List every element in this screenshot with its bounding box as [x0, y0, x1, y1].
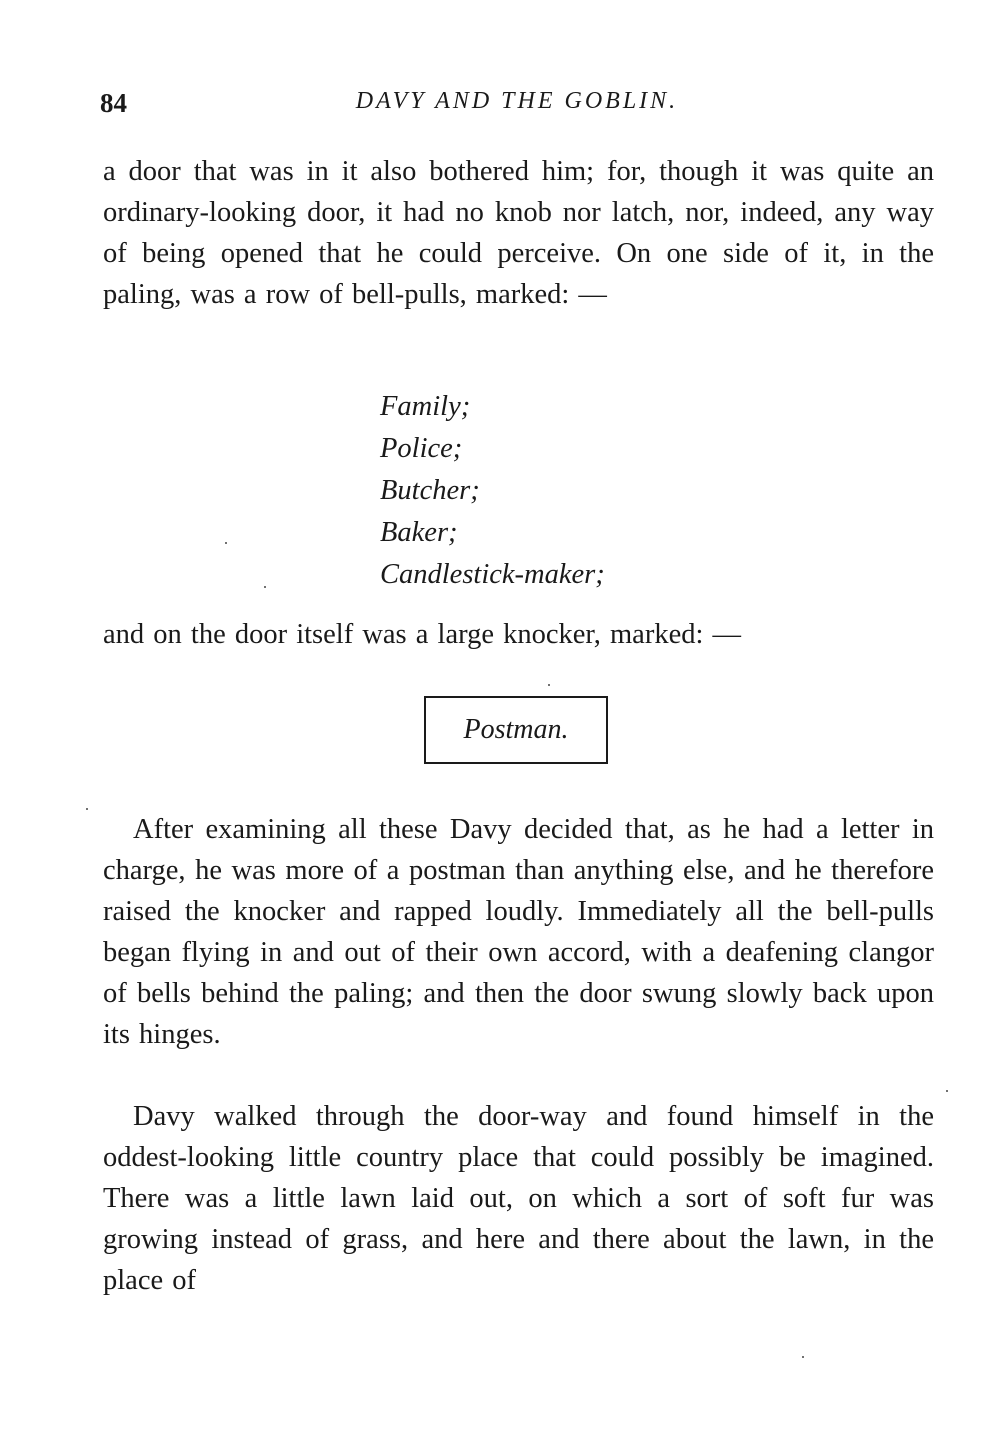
- paragraph-text: After examining all these Davy decided that, as he had a letter in charge, he was more of a postman than anything else, and he therefore raised the knocker and rapped loudly. Immediately all the bell-pulls began flying in and out of their own accord, with a deafening clangor of bells behind the paling; and then the door swung slowly back upon its hinges.: [103, 814, 934, 1050]
- print-speck: [264, 586, 266, 588]
- bell-pull-label-family: Family;: [380, 391, 471, 422]
- print-speck: [548, 684, 550, 686]
- bell-pull-label-baker: Baker;: [380, 517, 458, 548]
- paragraph-country-place: [103, 1096, 934, 1301]
- print-speck: [946, 1090, 948, 1092]
- print-speck: [802, 1356, 804, 1358]
- paragraph-knocking: [103, 809, 934, 1055]
- paragraph-text: a door that was in it also bothered him; for, though it was quite an ordinary-looking door, it had no knob nor latch, nor, indeed, any way of being opened that he could perceive. On one side of it, in the paling, was a row of bell-pulls, marked: —: [103, 156, 934, 310]
- bell-pull-label-butcher: Butcher;: [380, 475, 480, 506]
- running-title: DAVY AND THE GOBLIN.: [355, 88, 679, 114]
- knocker-label: Postman.: [463, 714, 569, 745]
- paragraph-knocker-intro: [103, 614, 934, 655]
- paragraph-text: and on the door itself was a large knocker, marked: —: [103, 619, 742, 650]
- print-speck: [225, 542, 227, 544]
- paragraph-bell-pulls-intro: [103, 151, 934, 315]
- print-speck: [86, 808, 88, 810]
- knocker-label-box: [424, 696, 608, 764]
- bell-pull-label-candlestick-maker: Candlestick-maker;: [380, 559, 605, 590]
- bell-pull-label-police: Police;: [380, 433, 463, 464]
- paragraph-text: Davy walked through the door-way and found himself in the oddest-looking little country place that could possibly be imagined. There was a little lawn laid out, on which a sort of soft fur was growing instead of grass, and here and there about the lawn, in the place of: [103, 1101, 934, 1296]
- bell-pulls-list: [380, 386, 605, 596]
- page-header: [100, 88, 934, 128]
- page-number: 84: [100, 88, 127, 118]
